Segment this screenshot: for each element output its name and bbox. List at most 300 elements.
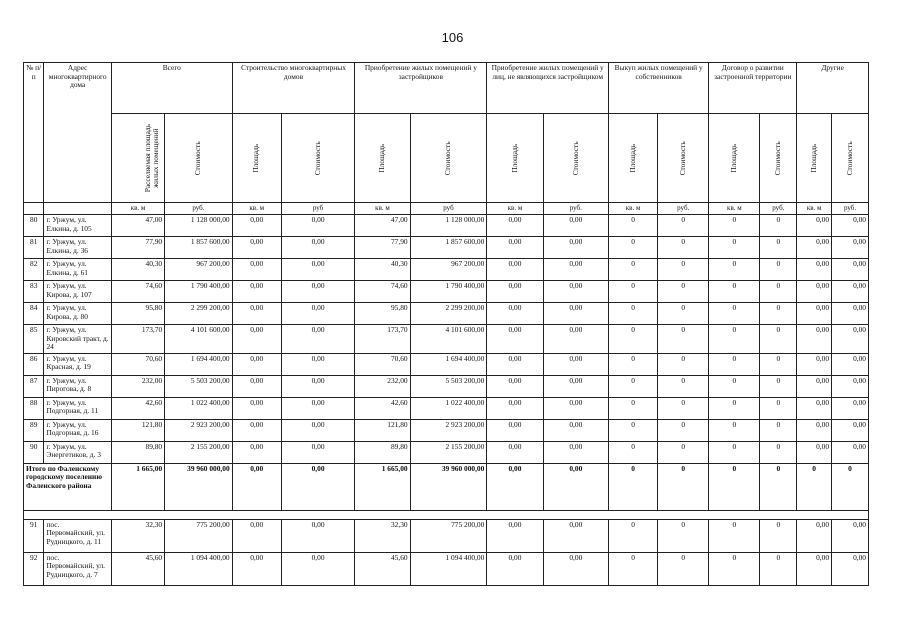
row-number: 88 (24, 397, 44, 419)
header-group-non-developers: Приобретение жилых помещений у лиц, не являющихся застройщиком (487, 63, 609, 114)
row-value: 74,60 (111, 281, 164, 303)
spacer-cell (24, 510, 869, 519)
row-value: 0,00 (543, 259, 608, 281)
row-number: 84 (24, 303, 44, 325)
row-value: 0,00 (543, 419, 608, 441)
row-value: 0 (658, 552, 709, 585)
row-value: 1 790 400,00 (165, 281, 233, 303)
row-value: 0 (760, 215, 797, 237)
row-value: 1 790 400,00 (410, 281, 487, 303)
unit-cell: кв. м (111, 203, 164, 215)
subheader-cost (281, 114, 355, 203)
table-body-pervomaysky (24, 519, 869, 585)
row-value: 77,90 (355, 237, 410, 259)
row-value: 0,00 (487, 215, 543, 237)
row-number: 87 (24, 375, 44, 397)
row-value: 0,00 (543, 215, 608, 237)
unit-cell: руб. (543, 203, 608, 215)
row-value: 0 (709, 552, 760, 585)
row-value: 70,60 (111, 353, 164, 375)
row-value: 0,00 (797, 259, 832, 281)
row-value: 0 (709, 215, 760, 237)
table-row (24, 519, 869, 552)
total-value: 0,00 (281, 463, 355, 510)
header-row (24, 63, 869, 114)
row-value: 0,00 (797, 215, 832, 237)
row-value: 0 (760, 259, 797, 281)
subheader-cost-text: Стоимость (570, 140, 580, 176)
row-value: 0,00 (543, 519, 608, 552)
subheader-area (355, 114, 410, 203)
row-value: 0 (609, 397, 658, 419)
row-value: 2 299 200,00 (165, 303, 233, 325)
row-value: 89,80 (355, 441, 410, 463)
total-value: 1 665,00 (355, 463, 410, 510)
row-value: 0 (658, 419, 709, 441)
unit-cell: кв. м (232, 203, 281, 215)
subheader-area-text: Площадь (808, 143, 818, 173)
row-value: 0,00 (487, 353, 543, 375)
row-value: 0 (709, 375, 760, 397)
row-value: 0 (709, 441, 760, 463)
subheader-cost (543, 114, 608, 203)
subheader-area-text: Площадь (251, 143, 261, 173)
row-value: 232,00 (355, 375, 410, 397)
row-value: 1 694 400,00 (410, 353, 487, 375)
subheader-cost-text: Стоимость (443, 140, 453, 176)
subheader-area (797, 114, 832, 203)
row-value: 0,00 (832, 519, 869, 552)
row-value: 0 (609, 325, 658, 354)
row-value: 0,00 (487, 281, 543, 303)
total-value: 0 (832, 463, 869, 510)
row-value: 1 094 400,00 (410, 552, 487, 585)
row-address: г. Уржум, ул. Красная, д. 19 (44, 353, 112, 375)
row-value: 0,00 (232, 375, 281, 397)
row-value: 0 (709, 419, 760, 441)
unit-cell: кв. м (797, 203, 832, 215)
row-value: 0,00 (832, 375, 869, 397)
row-address: г. Уржум, ул. Елкина, д. 105 (44, 215, 112, 237)
row-value: 0,00 (487, 552, 543, 585)
units-row (24, 203, 869, 215)
header-group-developers: Приобретение жилых помещений у застройщиков (355, 63, 487, 114)
unit-cell: кв. м (487, 203, 543, 215)
table-row (24, 215, 869, 237)
row-value: 0,00 (487, 325, 543, 354)
row-value: 0 (609, 419, 658, 441)
row-number: 86 (24, 353, 44, 375)
table-row (24, 303, 869, 325)
unit-cell: руб. (658, 203, 709, 215)
row-value: 2 155 200,00 (410, 441, 487, 463)
table-row (24, 281, 869, 303)
row-value: 0,00 (832, 237, 869, 259)
row-value: 0,00 (487, 397, 543, 419)
row-value: 0,00 (232, 419, 281, 441)
row-value: 0 (760, 281, 797, 303)
row-value: 0,00 (832, 281, 869, 303)
table-row (24, 441, 869, 463)
row-value: 967 200,00 (410, 259, 487, 281)
row-value: 0 (609, 353, 658, 375)
row-value: 70,60 (355, 353, 410, 375)
total-value: 0,00 (487, 463, 543, 510)
table-body-urzhum (24, 215, 869, 464)
row-address: г. Уржум, ул. Кирова, д. 107 (44, 281, 112, 303)
row-value: 0 (709, 519, 760, 552)
table-row (24, 419, 869, 441)
row-value: 32,30 (355, 519, 410, 552)
row-value: 0,00 (281, 215, 355, 237)
row-value: 0 (760, 303, 797, 325)
total-value: 0 (797, 463, 832, 510)
row-value: 0 (609, 281, 658, 303)
row-value: 0,00 (281, 397, 355, 419)
row-value: 0,00 (797, 303, 832, 325)
row-value: 0,00 (487, 441, 543, 463)
header-group-buyout: Выкуп жилых помещений у собственников (609, 63, 709, 114)
row-value: 0 (658, 303, 709, 325)
row-value: 0,00 (487, 303, 543, 325)
row-value: 1 022 400,00 (165, 397, 233, 419)
row-address: г. Уржум, ул. Подгорная, д. 16 (44, 419, 112, 441)
subheader-cost-text: Стоимость (677, 140, 687, 176)
row-value: 775 200,00 (165, 519, 233, 552)
row-value: 0 (609, 237, 658, 259)
row-value: 0,00 (232, 397, 281, 419)
row-value: 0,00 (281, 325, 355, 354)
row-value: 0 (609, 215, 658, 237)
unit-cell: руб. (165, 203, 233, 215)
row-address: г. Уржум, ул. Елкина, д. 61 (44, 259, 112, 281)
row-value: 0,00 (797, 281, 832, 303)
unit-cell: руб. (832, 203, 869, 215)
table-row (24, 259, 869, 281)
header-group-construction: Строительство многоквартирных домов (232, 63, 355, 114)
row-value: 4 101 600,00 (410, 325, 487, 354)
row-value: 0,00 (487, 419, 543, 441)
row-value: 5 503 200,00 (165, 375, 233, 397)
subheader-cost (165, 114, 233, 203)
subheader-cost-text: Стоимость (773, 140, 783, 176)
row-value: 0,00 (797, 519, 832, 552)
row-value: 0 (658, 375, 709, 397)
row-value: 0,00 (832, 325, 869, 354)
unit-cell: руб (281, 203, 355, 215)
row-value: 0,00 (543, 325, 608, 354)
row-value: 1 022 400,00 (410, 397, 487, 419)
row-value: 0,00 (543, 552, 608, 585)
row-value: 32,30 (111, 519, 164, 552)
row-value: 2 923 200,00 (165, 419, 233, 441)
row-value: 1 128 000,00 (165, 215, 233, 237)
row-number: 83 (24, 281, 44, 303)
page-number: 106 (441, 30, 464, 45)
row-value: 0,00 (281, 353, 355, 375)
row-value: 0 (658, 441, 709, 463)
row-address: пос. Первомайский, ул. Рудницкого, д. 7 (44, 552, 112, 585)
subheader-area-text: Площадь (377, 143, 387, 173)
row-value: 0,00 (832, 215, 869, 237)
row-value: 40,30 (111, 259, 164, 281)
table-body-total (24, 463, 869, 519)
row-value: 0,00 (232, 259, 281, 281)
row-address: г. Уржум, ул. Энергетиков, д. 3 (44, 441, 112, 463)
row-value: 0 (709, 259, 760, 281)
unit-empty (44, 203, 112, 215)
row-value: 0,00 (281, 281, 355, 303)
row-value: 0 (609, 519, 658, 552)
row-value: 89,80 (111, 441, 164, 463)
total-row (24, 463, 869, 510)
row-value: 0,00 (543, 237, 608, 259)
row-value: 0,00 (232, 237, 281, 259)
row-value: 967 200,00 (165, 259, 233, 281)
row-value: 0 (658, 237, 709, 259)
table-row (24, 353, 869, 375)
row-value: 121,80 (111, 419, 164, 441)
row-address: г. Уржум, ул. Пирогова, д. 8 (44, 375, 112, 397)
row-value: 0 (658, 281, 709, 303)
row-value: 0 (658, 259, 709, 281)
row-value: 0,00 (832, 552, 869, 585)
table-row (24, 325, 869, 354)
row-value: 45,60 (355, 552, 410, 585)
row-value: 0 (609, 375, 658, 397)
subheader-cost-text: Стоимость (193, 140, 203, 176)
header-group-development-contract: Договор о развитии застроенной территории (709, 63, 797, 114)
subheader-cost-text: Стоимость (312, 140, 322, 176)
header-group-total: Всего (111, 63, 232, 114)
row-value: 4 101 600,00 (165, 325, 233, 354)
unit-cell: руб (410, 203, 487, 215)
row-value: 0 (760, 375, 797, 397)
row-value: 0 (658, 353, 709, 375)
row-value: 0 (760, 419, 797, 441)
row-value: 0,00 (487, 519, 543, 552)
row-value: 0,00 (797, 237, 832, 259)
row-value: 232,00 (111, 375, 164, 397)
row-value: 0,00 (543, 375, 608, 397)
row-value: 40,30 (355, 259, 410, 281)
row-value: 0,00 (543, 303, 608, 325)
row-value: 173,70 (355, 325, 410, 354)
row-value: 0,00 (797, 375, 832, 397)
row-value: 0 (709, 303, 760, 325)
row-value: 173,70 (111, 325, 164, 354)
row-value: 0 (609, 441, 658, 463)
row-value: 0,00 (797, 397, 832, 419)
row-value: 0,00 (281, 259, 355, 281)
row-address: пос. Первомайский, ул. Рудницкого, д. 11 (44, 519, 112, 552)
subheader-cost (658, 114, 709, 203)
row-value: 0,00 (232, 441, 281, 463)
row-value: 0,00 (797, 353, 832, 375)
subheader-area (232, 114, 281, 203)
header-num: № п/п (24, 63, 44, 203)
row-value: 95,80 (111, 303, 164, 325)
unit-cell: кв. м (709, 203, 760, 215)
table-row (24, 375, 869, 397)
row-value: 0 (709, 281, 760, 303)
row-value: 0,00 (832, 303, 869, 325)
header-group-other: Другие (797, 63, 869, 114)
row-value: 0 (609, 303, 658, 325)
row-value: 0 (709, 325, 760, 354)
row-value: 0,00 (487, 375, 543, 397)
subheader-cost-text: Стоимость (844, 140, 854, 176)
row-value: 1 094 400,00 (165, 552, 233, 585)
total-value: 0 (709, 463, 760, 510)
row-value: 0 (658, 519, 709, 552)
row-address: г. Уржум, ул. Кировский тракт, д. 24 (44, 325, 112, 354)
header-address: Адрес многоквартирного дома (44, 63, 112, 203)
row-value: 0,00 (832, 441, 869, 463)
row-value: 0,00 (797, 441, 832, 463)
subheader-resettled-area (111, 114, 164, 203)
row-address: г. Уржум, ул. Елкина, д. 36 (44, 237, 112, 259)
subheader-row (24, 114, 869, 203)
row-value: 0,00 (232, 353, 281, 375)
row-value: 1 128 000,00 (410, 215, 487, 237)
total-value: 39 960 000,00 (410, 463, 487, 510)
row-value: 0,00 (797, 419, 832, 441)
subheader-cost (760, 114, 797, 203)
row-value: 0 (760, 519, 797, 552)
row-value: 0,00 (232, 519, 281, 552)
row-number: 81 (24, 237, 44, 259)
row-value: 0 (658, 325, 709, 354)
row-value: 0,00 (281, 303, 355, 325)
row-value: 1 857 600,00 (165, 237, 233, 259)
row-address: г. Уржум, ул. Подгорная, д. 11 (44, 397, 112, 419)
unit-cell: кв. м (609, 203, 658, 215)
total-value: 0 (760, 463, 797, 510)
row-value: 0,00 (543, 397, 608, 419)
row-value: 5 503 200,00 (410, 375, 487, 397)
row-value: 0,00 (487, 259, 543, 281)
row-value: 0 (760, 353, 797, 375)
row-number: 89 (24, 419, 44, 441)
subheader-area (609, 114, 658, 203)
row-value: 95,80 (355, 303, 410, 325)
unit-cell: кв. м (355, 203, 410, 215)
total-value: 0 (609, 463, 658, 510)
row-value: 0 (760, 397, 797, 419)
row-value: 0,00 (232, 215, 281, 237)
row-address: г. Уржум, ул. Кирова, д. 80 (44, 303, 112, 325)
row-value: 0,00 (832, 353, 869, 375)
row-value: 0,00 (832, 419, 869, 441)
row-number: 92 (24, 552, 44, 585)
row-value: 0,00 (232, 552, 281, 585)
row-value: 0,00 (797, 552, 832, 585)
subheader-resettled-area-text: Расселяемая площадь жилых помещений (142, 123, 160, 192)
row-value: 0,00 (281, 441, 355, 463)
row-value: 0,00 (797, 325, 832, 354)
total-value: 0 (658, 463, 709, 510)
row-value: 45,60 (111, 552, 164, 585)
row-value: 0 (709, 237, 760, 259)
subheader-cost (410, 114, 487, 203)
row-value: 0 (609, 552, 658, 585)
row-value: 42,60 (355, 397, 410, 419)
row-value: 77,90 (111, 237, 164, 259)
row-number: 85 (24, 325, 44, 354)
row-value: 0,00 (543, 441, 608, 463)
row-value: 0,00 (281, 237, 355, 259)
row-value: 0,00 (232, 303, 281, 325)
table-row (24, 552, 869, 585)
subheader-area-text: Площадь (627, 143, 637, 173)
row-value: 0,00 (281, 552, 355, 585)
unit-empty (24, 203, 44, 215)
total-value: 39 960 000,00 (165, 463, 233, 510)
spacer-row (24, 510, 869, 519)
row-value: 0,00 (487, 237, 543, 259)
table-row (24, 237, 869, 259)
row-value: 0,00 (281, 375, 355, 397)
row-value: 0 (709, 397, 760, 419)
row-value: 42,60 (111, 397, 164, 419)
row-value: 0 (760, 441, 797, 463)
row-value: 0,00 (232, 281, 281, 303)
total-value: 0,00 (543, 463, 608, 510)
row-value: 2 923 200,00 (410, 419, 487, 441)
row-value: 0 (658, 397, 709, 419)
subheader-area-text: Площадь (509, 143, 519, 173)
subheader-area (487, 114, 543, 203)
row-value: 0,00 (832, 397, 869, 419)
row-value: 0 (609, 259, 658, 281)
row-value: 1 857 600,00 (410, 237, 487, 259)
subheader-area-text: Площадь (729, 143, 739, 173)
unit-cell: руб. (760, 203, 797, 215)
row-value: 0,00 (281, 519, 355, 552)
row-number: 91 (24, 519, 44, 552)
row-value: 2 299 200,00 (410, 303, 487, 325)
row-value: 775 200,00 (410, 519, 487, 552)
total-label: Итого по Фаленскому городскому поселению Фаленского района (24, 463, 112, 510)
row-value: 0,00 (232, 325, 281, 354)
total-value: 0,00 (232, 463, 281, 510)
row-value: 0 (760, 552, 797, 585)
row-value: 47,00 (111, 215, 164, 237)
row-value: 121,80 (355, 419, 410, 441)
row-number: 90 (24, 441, 44, 463)
row-value: 0,00 (543, 281, 608, 303)
row-value: 0,00 (832, 259, 869, 281)
row-value: 1 694 400,00 (165, 353, 233, 375)
row-value: 0,00 (281, 419, 355, 441)
row-value: 0 (709, 353, 760, 375)
row-value: 0,00 (543, 353, 608, 375)
row-value: 0 (658, 215, 709, 237)
subheader-cost (832, 114, 869, 203)
row-value: 74,60 (355, 281, 410, 303)
row-value: 2 155 200,00 (165, 441, 233, 463)
total-value: 1 665,00 (111, 463, 164, 510)
subheader-area (709, 114, 760, 203)
resettlement-table (23, 62, 869, 586)
row-number: 82 (24, 259, 44, 281)
row-value: 47,00 (355, 215, 410, 237)
table-row (24, 397, 869, 419)
row-number: 80 (24, 215, 44, 237)
row-value: 0 (760, 325, 797, 354)
row-value: 0 (760, 237, 797, 259)
